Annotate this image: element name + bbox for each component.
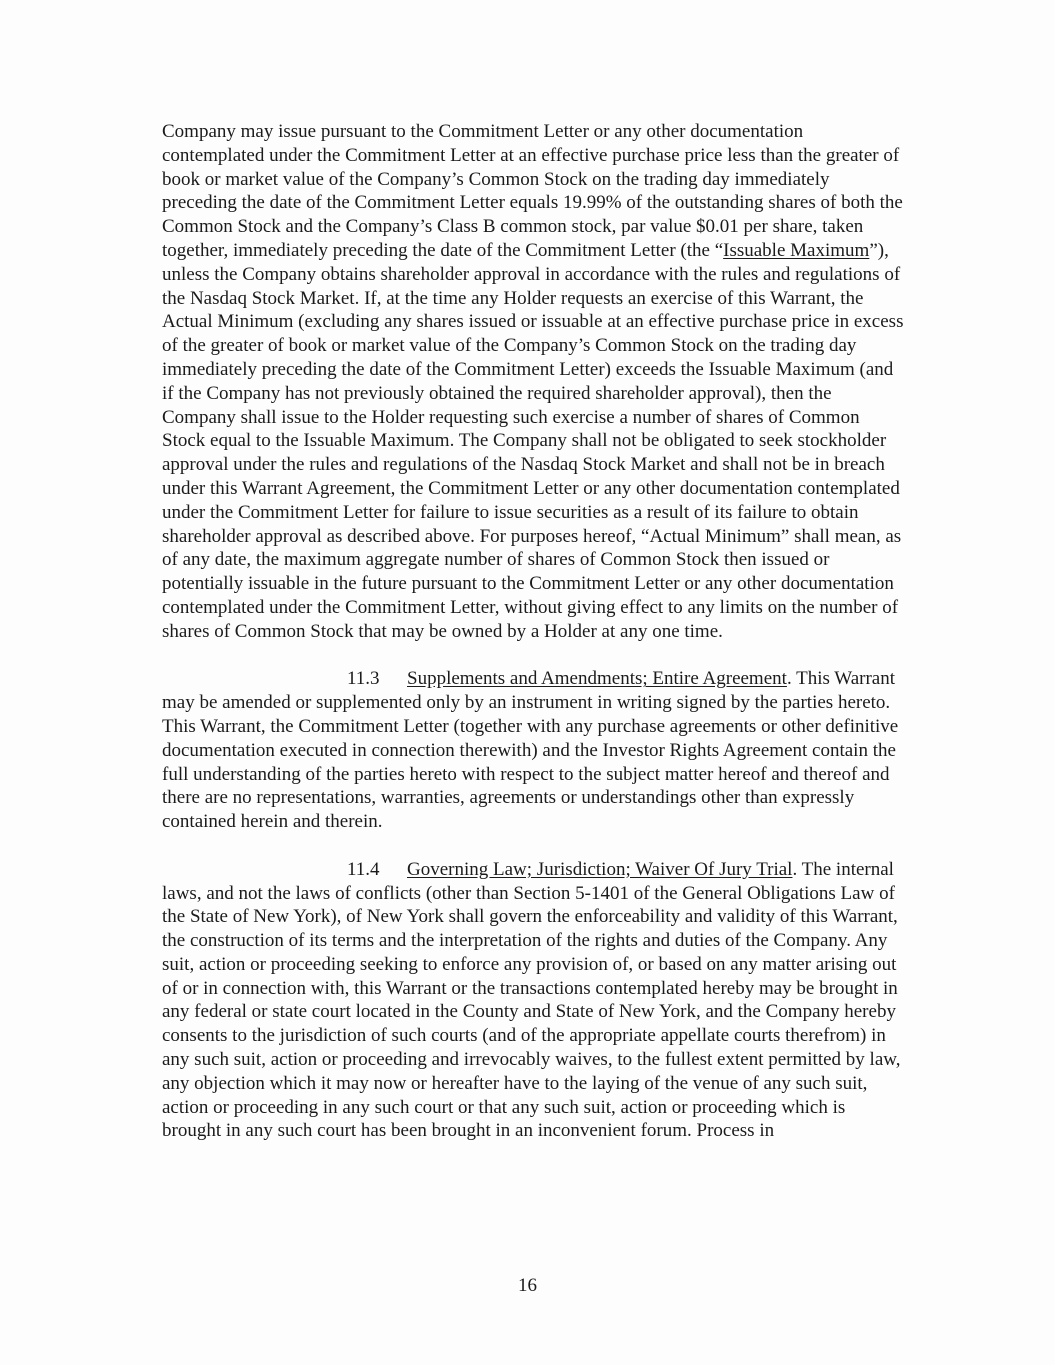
section-title: Governing Law; Jurisdiction; Waiver Of Jury Trial	[407, 858, 793, 880]
document-body	[162, 120, 907, 1167]
paragraph-text: ”), unless the Company obtains shareholder approval in accordance with the rules and regulations of the Nasdaq Stock Market. If, at the time any Holder requests an exercise of this Warrant, the Actual Minimum (excluding any shares issued or issuable at an effective purchase price in excess of the greater of book or market value of the Company’s Common Stock on the trading day immediately preceding the date of the Commitment Letter) exceeds the Issuable Maximum (and if the Company has not previously obtained the required shareholder approval), then the Company shall issue to the Holder requesting such exercise a number of shares of Common Stock equal to the Issuable Maximum. The Company shall not be obligated to seek stockholder approval under the rules and regulations of the Nasdaq Stock Market and shall not be in breach under this Warrant Agreement, the Commitment Letter or any other documentation contemplated under the Commitment Letter for failure to issue securities as a result of its failure to obtain shareholder approval as described above. For purposes hereof, “Actual Minimum” shall mean, as of any date, the maximum aggregate number of shares of Common Stock then issued or potentially issuable in the future pursuant to the Commitment Letter or any other documentation contemplated under the Commitment Letter, without giving effect to any limits on the number of shares of Common Stock that may be owned by a Holder at any one time.	[162, 239, 904, 642]
section-number: 11.3	[347, 668, 380, 690]
section-body: . The internal laws, and not the laws of conflicts (other than Section 5-1401 of the General Obligations Law of the State of New York), of New York shall govern the enforceability and validity of this Warrant, the construction of its terms and the interpretation of the rights and duties of the Company. Any suit, action or proceeding seeking to enforce any provision of, or based on any matter arising out of or in connection with, this Warrant or the transactions contemplated hereby may be brought in any federal or state court located in the County and State of New York, and the Company hereby consents to the jurisdiction of such courts (and of the appropriate appellate courts therefrom) in any such suit, action or proceeding and irrevocably waives, to the fullest extent permitted by law, any objection which it may now or hereafter have to the laying of the venue of any such suit, action or proceeding in any such court or that any such suit, action or proceeding which is brought in any such court has been brought in an inconvenient forum. Process in	[162, 858, 901, 1142]
section-11-3	[162, 667, 907, 834]
section-number: 11.4	[347, 858, 380, 880]
defined-term-issuable-maximum: Issuable Maximum	[723, 239, 870, 261]
section-title: Supplements and Amendments; Entire Agreement	[407, 668, 787, 690]
paragraph-issuable-maximum	[162, 120, 907, 644]
page-number: 16	[518, 1275, 537, 1296]
section-11-4	[162, 858, 907, 1144]
paragraph-text: Company may issue pursuant to the Commitment Letter or any other documentation contemplated under the Commitment Letter at an effective purchase price less than the greater of book or market value of the Company’s Common Stock on the trading day immediately preceding the date of the Commitment Letter equals 19.99% of the outstanding shares of both the Common Stock and the Company’s Class B common stock, par value $0.01 per share, taken together, immediately preceding the date of the Commitment Letter (the “	[162, 121, 903, 261]
section-body: . This Warrant may be amended or supplemented only by an instrument in writing signed by the parties hereto. This Warrant, the Commitment Letter (together with any purchase agreements or other definitive documentation executed in connection therewith) and the Investor Rights Agreement contain the full understanding of the parties hereto with respect to the subject matter hereof and thereof and there are no representations, warranties, agreements or understandings other than expressly contained herein and therein.	[162, 668, 899, 833]
